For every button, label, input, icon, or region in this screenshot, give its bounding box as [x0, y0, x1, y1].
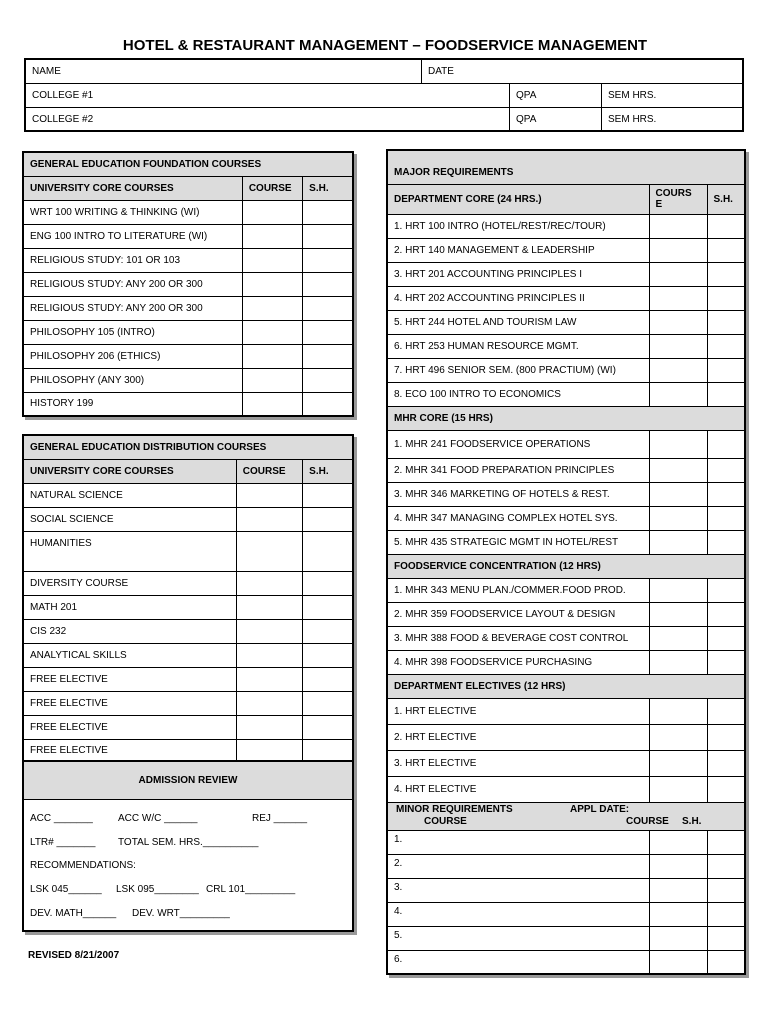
- course-name: RELIGIOUS STUDY: ANY 200 OR 300: [23, 296, 242, 320]
- sh-input[interactable]: [707, 382, 745, 406]
- course-input[interactable]: [649, 626, 707, 650]
- table-row: [387, 926, 745, 950]
- sh-input[interactable]: [707, 854, 745, 878]
- page-title: HOTEL & RESTAURANT MANAGEMENT – FOODSERVICE MANAGEMENT: [122, 37, 648, 54]
- recommendations-label: RECOMMENDATIONS:: [30, 860, 136, 871]
- table-row: [387, 482, 745, 506]
- table-row: [387, 698, 745, 724]
- sh-input[interactable]: [707, 698, 745, 724]
- table-row: [387, 262, 745, 286]
- acc-wc-field[interactable]: ACC W/C ______: [118, 813, 198, 824]
- course-input[interactable]: [236, 595, 302, 619]
- minor-header-row: [387, 802, 745, 830]
- course-name: 3. MHR 388 FOOD & BEVERAGE COST CONTROL: [387, 626, 649, 650]
- table-row: [387, 650, 745, 674]
- table-row: [387, 238, 745, 262]
- table-row: [23, 392, 353, 416]
- ltr-field[interactable]: LTR# _______: [30, 837, 96, 848]
- course-input[interactable]: [242, 368, 302, 392]
- sh-input[interactable]: [707, 776, 745, 802]
- course-name: 5. MHR 435 STRATEGIC MGMT IN HOTEL/REST: [387, 530, 649, 554]
- sh-input[interactable]: [707, 602, 745, 626]
- table-row: [387, 506, 745, 530]
- course-input[interactable]: [649, 458, 707, 482]
- course-name: 3. HRT 201 ACCOUNTING PRINCIPLES I: [387, 262, 649, 286]
- sh-input[interactable]: [707, 238, 745, 262]
- name-label: NAME: [32, 66, 61, 77]
- course-input[interactable]: [242, 296, 302, 320]
- course-name: 1. MHR 241 FOODSERVICE OPERATIONS: [387, 430, 649, 458]
- table-row: [23, 272, 353, 296]
- distribution-title: GENERAL EDUCATION DISTRIBUTION COURSES: [23, 435, 353, 459]
- course-name: 4. MHR 347 MANAGING COMPLEX HOTEL SYS.: [387, 506, 649, 530]
- date-label: DATE: [428, 66, 454, 77]
- course-input[interactable]: [649, 238, 707, 262]
- course-input[interactable]: [649, 878, 707, 902]
- course-input[interactable]: [236, 483, 302, 507]
- course-input[interactable]: [236, 571, 302, 595]
- dev-wrt-field[interactable]: DEV. WRT_________: [132, 908, 230, 919]
- table-row: [387, 184, 745, 214]
- sh-input[interactable]: [303, 272, 353, 296]
- total-sem-hrs-field[interactable]: TOTAL SEM. HRS.__________: [118, 837, 259, 848]
- rej-field[interactable]: REJ ______: [252, 813, 308, 824]
- sh-input[interactable]: [707, 262, 745, 286]
- major-requirements-table: [386, 149, 746, 975]
- course-name: 1. HRT 100 INTRO (HOTEL/REST/REC/TOUR): [387, 214, 649, 238]
- course-input[interactable]: [649, 830, 707, 854]
- sh-input[interactable]: [707, 926, 745, 950]
- table-row: [23, 320, 353, 344]
- sh-input[interactable]: [303, 392, 353, 416]
- course-name: CIS 232: [23, 619, 236, 643]
- course-input[interactable]: [649, 382, 707, 406]
- course-name: NATURAL SCIENCE: [23, 483, 236, 507]
- lsk045-field[interactable]: LSK 045______: [30, 884, 102, 895]
- minor-course-row: 4.: [387, 902, 649, 926]
- table-row: [387, 578, 745, 602]
- college2-semhrs-field[interactable]: [602, 108, 742, 130]
- sh-input[interactable]: [707, 286, 745, 310]
- course-name: SOCIAL SCIENCE: [23, 507, 236, 531]
- sh-input[interactable]: [303, 619, 353, 643]
- col-sh-header: S.H.: [707, 184, 745, 214]
- sh-input[interactable]: [707, 358, 745, 382]
- course-name: WRT 100 WRITING & THINKING (WI): [23, 200, 242, 224]
- sh-input[interactable]: [303, 483, 353, 507]
- college2-label: COLLEGE #2: [32, 113, 94, 125]
- sh-input[interactable]: [303, 224, 353, 248]
- sh-input[interactable]: [303, 320, 353, 344]
- course-name: DIVERSITY COURSE: [23, 571, 236, 595]
- college2-field[interactable]: [26, 108, 510, 130]
- table-row: [387, 674, 745, 698]
- course-name: 4. HRT ELECTIVE: [387, 776, 649, 802]
- course-name: 2. MHR 341 FOOD PREPARATION PRINCIPLES: [387, 458, 649, 482]
- course-input[interactable]: [649, 902, 707, 926]
- table-row: [387, 382, 745, 406]
- course-input[interactable]: [242, 344, 302, 368]
- course-input[interactable]: [649, 482, 707, 506]
- table-row: [23, 344, 353, 368]
- foundation-title: GENERAL EDUCATION FOUNDATION COURSES: [23, 152, 353, 176]
- table-row: [23, 595, 353, 619]
- course-name: 8. ECO 100 INTRO TO ECONOMICS: [387, 382, 649, 406]
- sh-input[interactable]: [303, 507, 353, 531]
- foundation-col-core: UNIVERSITY CORE COURSES: [23, 176, 242, 200]
- course-name: 2. HRT ELECTIVE: [387, 724, 649, 750]
- course-input[interactable]: [649, 334, 707, 358]
- table-row: [23, 715, 353, 739]
- sh-input[interactable]: [707, 482, 745, 506]
- sh-input[interactable]: [707, 578, 745, 602]
- course-name: 7. HRT 496 SENIOR SEM. (800 PRACTIUM) (WI): [387, 358, 649, 382]
- minor-course-row: 3.: [387, 878, 649, 902]
- name-field[interactable]: [26, 60, 422, 84]
- sh-input[interactable]: [303, 368, 353, 392]
- course-input[interactable]: [649, 262, 707, 286]
- course-input[interactable]: [649, 430, 707, 458]
- course-name: ANALYTICAL SKILLS: [23, 643, 236, 667]
- course-input[interactable]: [242, 272, 302, 296]
- course-input[interactable]: [236, 691, 302, 715]
- minor-course-row: 1.: [387, 830, 649, 854]
- course-input[interactable]: [649, 358, 707, 382]
- sh-input[interactable]: [303, 531, 353, 571]
- dept-core-heading: DEPARTMENT CORE (24 HRS.): [387, 184, 649, 214]
- minor-course-row: 5.: [387, 926, 649, 950]
- table-row: [23, 571, 353, 595]
- minor-course-row: 6.: [387, 950, 649, 974]
- course-input[interactable]: [236, 619, 302, 643]
- table-row: [23, 643, 353, 667]
- course-name: 2. MHR 359 FOODSERVICE LAYOUT & DESIGN: [387, 602, 649, 626]
- minor-col-sh: S.H.: [682, 815, 702, 827]
- course-name: RELIGIOUS STUDY: ANY 200 OR 300: [23, 272, 242, 296]
- course-input[interactable]: [649, 776, 707, 802]
- table-row: [387, 878, 745, 902]
- sh-input[interactable]: [707, 724, 745, 750]
- course-name: 1. MHR 343 MENU PLAN./COMMER.FOOD PROD.: [387, 578, 649, 602]
- course-name: PHILOSOPHY 206 (ETHICS): [23, 344, 242, 368]
- course-input[interactable]: [236, 643, 302, 667]
- college1-qpa-field[interactable]: [510, 84, 602, 108]
- sh-input[interactable]: [707, 902, 745, 926]
- sh-input[interactable]: [707, 626, 745, 650]
- course-input[interactable]: [649, 578, 707, 602]
- college1-label: COLLEGE #1: [32, 90, 94, 101]
- course-name: 4. MHR 398 FOODSERVICE PURCHASING: [387, 650, 649, 674]
- course-name: 5. HRT 244 HOTEL AND TOURISM LAW: [387, 310, 649, 334]
- sh-input[interactable]: [303, 200, 353, 224]
- distribution-col-course: COURSE: [236, 459, 302, 483]
- course-input[interactable]: [649, 650, 707, 674]
- sh-input[interactable]: [707, 950, 745, 974]
- foodservice-concentration-heading: FOODSERVICE CONCENTRATION (12 HRS): [387, 554, 745, 578]
- sh-input[interactable]: [707, 650, 745, 674]
- sh-input[interactable]: [303, 595, 353, 619]
- course-input[interactable]: [649, 926, 707, 950]
- sh-input[interactable]: [707, 430, 745, 458]
- table-row: [387, 602, 745, 626]
- crl101-field[interactable]: CRL 101_________: [206, 884, 296, 895]
- table-row: [387, 358, 745, 382]
- table-row: [23, 507, 353, 531]
- sh-input[interactable]: [707, 530, 745, 554]
- qpa-label: QPA: [516, 113, 537, 125]
- table-row: [387, 950, 745, 974]
- course-input[interactable]: [242, 392, 302, 416]
- table-row: [23, 483, 353, 507]
- course-name: ENG 100 INTRO TO LITERATURE (WI): [23, 224, 242, 248]
- course-input[interactable]: [236, 531, 302, 571]
- sh-input[interactable]: [707, 310, 745, 334]
- course-input[interactable]: [649, 950, 707, 974]
- course-input[interactable]: [242, 248, 302, 272]
- table-row: [387, 854, 745, 878]
- course-name: HUMANITIES: [23, 531, 236, 571]
- sh-input[interactable]: [303, 667, 353, 691]
- course-input[interactable]: [649, 286, 707, 310]
- department-electives-heading: DEPARTMENT ELECTIVES (12 HRS): [387, 674, 745, 698]
- sh-input[interactable]: [303, 248, 353, 272]
- table-row: [387, 902, 745, 926]
- foundation-courses-table: [22, 151, 354, 417]
- major-title: MAJOR REQUIREMENTS: [387, 150, 745, 184]
- course-input[interactable]: [236, 715, 302, 739]
- table-row: [23, 296, 353, 320]
- sem-hrs-label: SEM HRS.: [608, 113, 657, 125]
- dev-math-field[interactable]: DEV. MATH______: [30, 908, 117, 919]
- revised-date: REVISED 8/21/2007: [28, 950, 120, 961]
- date-field[interactable]: [422, 60, 742, 84]
- table-row: [23, 667, 353, 691]
- foundation-col-sh: S.H.: [303, 176, 353, 200]
- course-input[interactable]: [236, 507, 302, 531]
- sh-input[interactable]: [707, 506, 745, 530]
- foundation-col-course: COURSE: [242, 176, 302, 200]
- course-input[interactable]: [649, 310, 707, 334]
- acc-field[interactable]: ACC _______: [30, 813, 93, 824]
- sh-input[interactable]: [303, 344, 353, 368]
- sh-input[interactable]: [303, 571, 353, 595]
- appl-date-label: APPL DATE:: [570, 803, 630, 815]
- distribution-col-sh: S.H.: [303, 459, 353, 483]
- course-name: MATH 201: [23, 595, 236, 619]
- qpa-label: QPA: [516, 90, 537, 101]
- course-name: 1. HRT ELECTIVE: [387, 698, 649, 724]
- table-row: [387, 150, 745, 184]
- course-name: FREE ELECTIVE: [23, 691, 236, 715]
- table-row: [387, 406, 745, 430]
- lsk095-field[interactable]: LSK 095________: [116, 884, 199, 895]
- minor-course-label: COURSE: [424, 815, 467, 827]
- minor-requirements-heading: [387, 802, 745, 830]
- course-input[interactable]: [649, 724, 707, 750]
- course-input[interactable]: [649, 214, 707, 238]
- course-name: FREE ELECTIVE: [23, 739, 236, 763]
- minor-title: MINOR REQUIREMENTS: [396, 803, 513, 815]
- course-input[interactable]: [649, 506, 707, 530]
- course-input[interactable]: [649, 530, 707, 554]
- distribution-col-core: UNIVERSITY CORE COURSES: [23, 459, 236, 483]
- table-row: [387, 310, 745, 334]
- table-row: [387, 286, 745, 310]
- table-row: [387, 430, 745, 458]
- course-name: FREE ELECTIVE: [23, 715, 236, 739]
- course-input[interactable]: [649, 750, 707, 776]
- sh-input[interactable]: [303, 296, 353, 320]
- table-row: [23, 200, 353, 224]
- college1-field[interactable]: [26, 84, 510, 108]
- table-row: [23, 248, 353, 272]
- mhr-core-heading: MHR CORE (15 HRS): [387, 406, 745, 430]
- table-row: [387, 830, 745, 854]
- table-row: [387, 626, 745, 650]
- sh-input[interactable]: [707, 830, 745, 854]
- course-input[interactable]: [649, 602, 707, 626]
- course-name: 4. HRT 202 ACCOUNTING PRINCIPLES II: [387, 286, 649, 310]
- sh-input[interactable]: [707, 750, 745, 776]
- college1-semhrs-field[interactable]: [602, 84, 742, 108]
- table-row: [23, 368, 353, 392]
- course-input[interactable]: [649, 854, 707, 878]
- course-name: PHILOSOPHY 105 (INTRO): [23, 320, 242, 344]
- course-name: RELIGIOUS STUDY: 101 OR 103: [23, 248, 242, 272]
- course-name: FREE ELECTIVE: [23, 667, 236, 691]
- table-row: [387, 776, 745, 802]
- course-name: 3. HRT ELECTIVE: [387, 750, 649, 776]
- admission-review-box: [22, 760, 354, 932]
- table-row: [23, 691, 353, 715]
- course-name: 3. MHR 346 MARKETING OF HOTELS & REST.: [387, 482, 649, 506]
- sem-hrs-label: SEM HRS.: [608, 90, 657, 101]
- col-course-header: COURS E: [649, 184, 707, 214]
- admission-review-title: ADMISSION REVIEW: [24, 762, 352, 800]
- course-name: HISTORY 199: [23, 392, 242, 416]
- table-row: [23, 619, 353, 643]
- sh-input[interactable]: [303, 715, 353, 739]
- course-input[interactable]: [649, 698, 707, 724]
- table-row: [387, 334, 745, 358]
- table-row: [387, 530, 745, 554]
- course-name: 2. HRT 140 MANAGEMENT & LEADERSHIP: [387, 238, 649, 262]
- sh-input[interactable]: [707, 458, 745, 482]
- sh-input[interactable]: [707, 334, 745, 358]
- sh-input[interactable]: [303, 691, 353, 715]
- course-input[interactable]: [242, 200, 302, 224]
- table-row: [387, 750, 745, 776]
- minor-course-row: 2.: [387, 854, 649, 878]
- table-row: [387, 554, 745, 578]
- table-row: [387, 214, 745, 238]
- course-input[interactable]: [236, 667, 302, 691]
- sh-input[interactable]: [707, 878, 745, 902]
- table-row: [23, 531, 353, 571]
- sh-input[interactable]: [707, 214, 745, 238]
- table-row: [23, 224, 353, 248]
- sh-input[interactable]: [303, 643, 353, 667]
- table-row: [387, 458, 745, 482]
- course-input[interactable]: [242, 320, 302, 344]
- table-row: [387, 724, 745, 750]
- college2-qpa-field[interactable]: [510, 108, 602, 130]
- minor-col-course: COURSE: [626, 815, 669, 827]
- course-name: 6. HRT 253 HUMAN RESOURCE MGMT.: [387, 334, 649, 358]
- distribution-courses-table: [22, 434, 354, 764]
- course-input[interactable]: [242, 224, 302, 248]
- course-name: PHILOSOPHY (ANY 300): [23, 368, 242, 392]
